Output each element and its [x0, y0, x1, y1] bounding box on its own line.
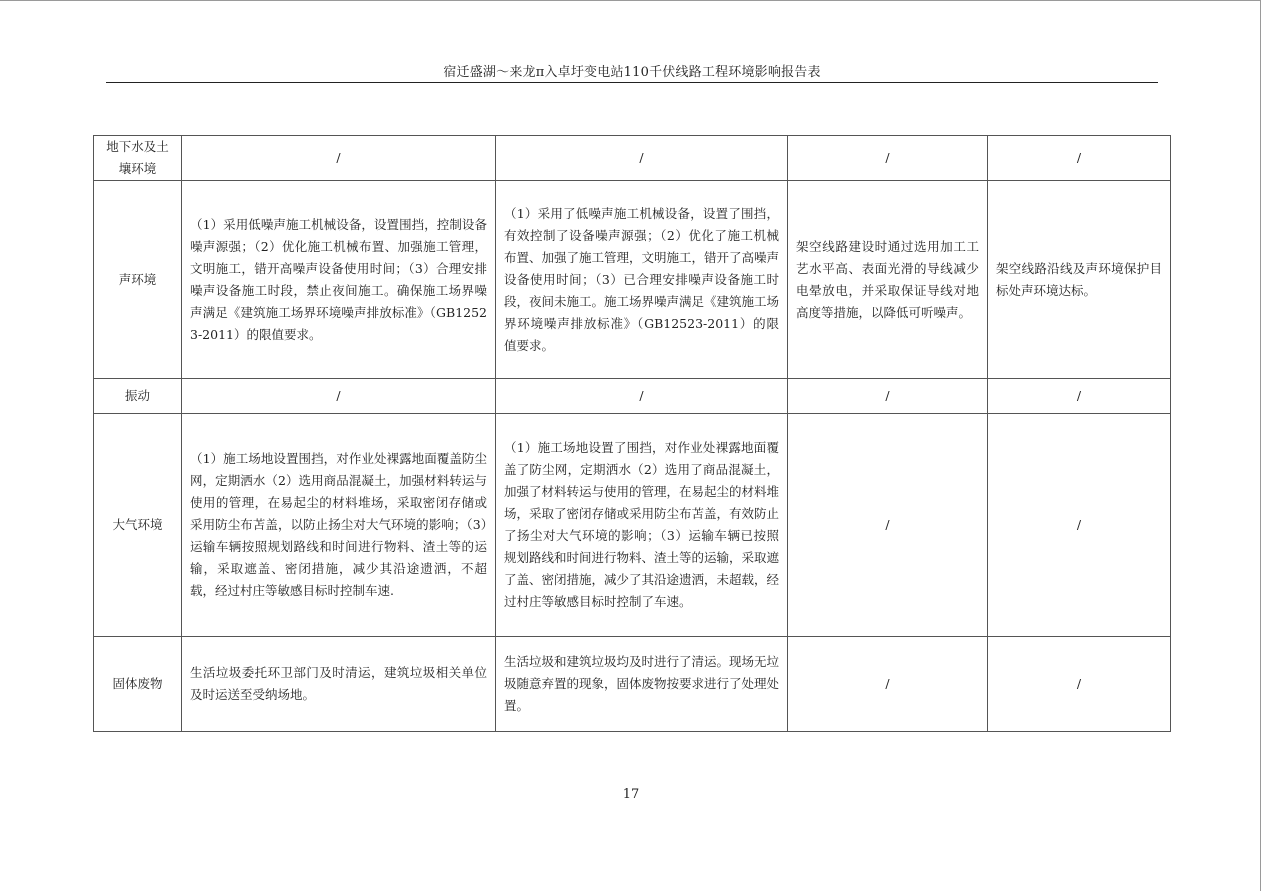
- measure-cell: （1）采用低噪声施工机械设备，设置围挡，控制设备噪声源强；（2）优化施工机械布置、加强施工管理，文明施工，错开高噪声设备使用时间；（3）合理安排噪声设备施工时段，禁止夜间施工。确保施工场界噪声满足《建筑施工场界环境噪声排放标准》（GB12523-2011）的限值要求。: [182, 181, 496, 379]
- operation-measure-cell: /: [788, 637, 988, 732]
- implementation-cell: 生活垃圾和建筑垃圾均及时进行了清运。现场无垃圾随意弃置的现象，固体废物按要求进行了处理处置。: [496, 637, 788, 732]
- operation-measure-cell: /: [788, 414, 988, 637]
- operation-measure-cell: 架空线路建设时通过选用加工工艺水平高、表面光滑的导线减少电晕放电，并采取保证导线对地高度等措施，以降低可听噪声。: [788, 181, 988, 379]
- document-header-title: 宿迁盛湖～来龙π入卓圩变电站110千伏线路工程环境影响报告表: [443, 65, 821, 80]
- measure-cell: /: [182, 136, 496, 181]
- operation-measure-cell: /: [788, 136, 988, 181]
- implementation-cell: /: [496, 136, 788, 181]
- result-cell: /: [988, 414, 1171, 637]
- implementation-cell: （1）施工场地设置了围挡，对作业处裸露地面覆盖了防尘网，定期洒水（2）选用了商品混凝土，加强了材料转运与使用的管理，在易起尘的材料堆场，采取了密闭存储或采用防尘布苫盖，有效防止了扬尘对大气环境的影响；（3）运输车辆已按照规划路线和时间进行物料、渣土等的运输，采取遮了盖、密闭措施，减少了其沿途遗洒，未超载，经过村庄等敏感目标时控制了车速。: [496, 414, 788, 637]
- header-rule: [106, 82, 1158, 83]
- factor-cell: 固体废物: [94, 637, 182, 732]
- implementation-cell: /: [496, 379, 788, 414]
- factor-cell: 声环境: [94, 181, 182, 379]
- result-cell: 架空线路沿线及声环境保护目标处声环境达标。: [988, 181, 1171, 379]
- table-row-atmosphere: [94, 414, 1171, 637]
- table-row-vibration: [94, 379, 1171, 414]
- table-row-groundwater-soil: [94, 136, 1171, 181]
- environment-measures-table: [93, 135, 1171, 732]
- factor-cell: 地下水及土壤环境: [94, 136, 182, 181]
- result-cell: /: [988, 136, 1171, 181]
- operation-measure-cell: /: [788, 379, 988, 414]
- page-number: 17: [622, 787, 640, 802]
- table-row-acoustic: [94, 181, 1171, 379]
- result-cell: /: [988, 379, 1171, 414]
- measure-cell: 生活垃圾委托环卫部门及时清运，建筑垃圾相关单位及时运送至受纳场地。: [182, 637, 496, 732]
- implementation-cell: （1）采用了低噪声施工机械设备，设置了围挡，有效控制了设备噪声源强；（2）优化了施工机械布置、加强了施工管理，文明施工，错开了高噪声设备使用时间；（3）已合理安排噪声设备施工时段，夜间未施工。施工场界噪声满足《建筑施工场界环境噪声排放标准》（GB12523-2011）的限值要求。: [496, 181, 788, 379]
- table-row-solid-waste: [94, 637, 1171, 732]
- measure-cell: /: [182, 379, 496, 414]
- factor-cell: 振动: [94, 379, 182, 414]
- result-cell: /: [988, 637, 1171, 732]
- measure-cell: （1）施工场地设置围挡，对作业处裸露地面覆盖防尘网，定期洒水（2）选用商品混凝土，加强材料转运与使用的管理，在易起尘的材料堆场，采取密闭存储或采用防尘布苫盖，以防止扬尘对大气环境的影响；（3）运输车辆按照规划路线和时间进行物料、渣土等的运输，采取遮盖、密闭措施，减少其沿途遗洒，不超载，经过村庄等敏感目标时控制车速.: [182, 414, 496, 637]
- factor-cell: 大气环境: [94, 414, 182, 637]
